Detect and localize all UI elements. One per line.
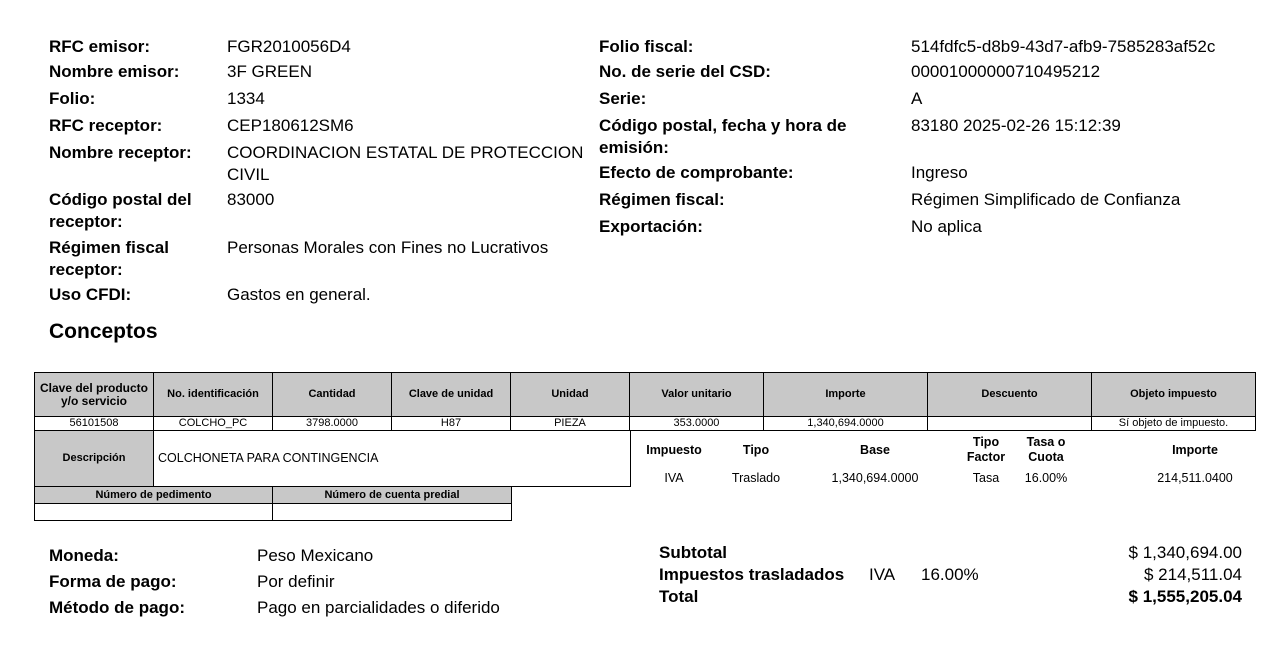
conceptos-title: Conceptos: [49, 320, 158, 343]
folio-label: Folio:: [49, 89, 96, 108]
imp-cell-impuesto: IVA: [664, 471, 684, 485]
metodo-pago-value: Pago en parcialidades o diferido: [257, 598, 500, 617]
conceptos-table: [34, 372, 1256, 431]
descripcion-table: [34, 430, 631, 487]
uso-cfdi-label: Uso CFDI:: [49, 285, 132, 304]
regimen-fiscal-label: Régimen fiscal:: [599, 190, 725, 209]
imp-header-impuesto: Impuesto: [646, 443, 702, 457]
header-descuento: Descuento: [928, 373, 1092, 417]
cell-importe: 1,340,694.0000: [764, 417, 928, 431]
pedimento-label: Número de pedimento: [35, 487, 273, 504]
imp-cell-tasa: 16.00%: [1024, 471, 1068, 485]
regimen-receptor-label: Régimen fiscal receptor:: [49, 238, 169, 279]
subtotal-value: $ 1,340,694.00: [1128, 543, 1242, 562]
efecto-label: Efecto de comprobante:: [599, 163, 794, 182]
subtotal-label: Subtotal: [659, 543, 727, 562]
cell-clave-unidad: H87: [392, 417, 511, 431]
pedimento-table: [34, 486, 512, 521]
nombre-emisor-label: Nombre emisor:: [49, 62, 180, 81]
metodo-pago-label: Método de pago:: [49, 598, 185, 617]
exportacion-value: No aplica: [911, 217, 982, 236]
header-objeto-impuesto: Objeto impuesto: [1092, 373, 1256, 417]
cell-no-identificacion: COLCHO_PC: [154, 417, 273, 431]
efecto-value: Ingreso: [911, 163, 968, 182]
descripcion-value: COLCHONETA PARA CONTINGENCIA: [154, 431, 631, 487]
cp-fecha-label: Código postal, fecha y hora de emisión:: [599, 116, 847, 157]
cell-valor-unitario: 353.0000: [630, 417, 764, 431]
imp-cell-tipo: Traslado: [731, 471, 781, 485]
header-unidad: Unidad: [511, 373, 630, 417]
header-clave-producto: Clave del producto y/o servicio: [35, 373, 154, 417]
imp-header-tipo-factor: Tipo Factor: [966, 435, 1006, 464]
predial-value: [273, 504, 512, 521]
impuestos-tax-rate: 16.00%: [921, 565, 979, 584]
conceptos-header-row: [35, 373, 1256, 417]
cell-descuento: [928, 417, 1092, 431]
impuestos-value: $ 214,511.04: [1144, 565, 1242, 584]
cell-clave-producto: 56101508: [35, 417, 154, 431]
cp-receptor-label: Código postal del receptor:: [49, 190, 192, 231]
rfc-emisor-label: RFC emisor:: [49, 37, 151, 56]
imp-header-tipo: Tipo: [742, 443, 770, 457]
exportacion-label: Exportación:: [599, 217, 703, 236]
imp-cell-tipo-factor: Tasa: [972, 471, 1000, 485]
folio-fiscal-label: Folio fiscal:: [599, 37, 694, 56]
header-valor-unitario: Valor unitario: [630, 373, 764, 417]
folio-fiscal-value: 514fdfc5-d8b9-43d7-afb9-7585283af52c: [911, 37, 1216, 56]
cell-unidad: PIEZA: [511, 417, 630, 431]
serie-csd-label: No. de serie del CSD:: [599, 62, 771, 81]
rfc-receptor-label: RFC receptor:: [49, 116, 163, 135]
imp-header-importe: Importe: [1172, 443, 1218, 457]
serie-label: Serie:: [599, 89, 647, 108]
regimen-receptor-value: Personas Morales con Fines no Lucrativos: [227, 238, 549, 257]
table-row: [35, 417, 1256, 431]
pedimento-value: [35, 504, 273, 521]
rfc-receptor-value: CEP180612SM6: [227, 116, 354, 135]
imp-header-tasa: Tasa o Cuota: [1026, 435, 1066, 464]
header-cantidad: Cantidad: [273, 373, 392, 417]
header-clave-unidad: Clave de unidad: [392, 373, 511, 417]
cell-cantidad: 3798.0000: [273, 417, 392, 431]
impuestos-trasladados-label: Impuestos trasladados: [659, 565, 845, 584]
cp-receptor-value: 83000: [227, 190, 275, 209]
cell-objeto-impuesto: Sí objeto de impuesto.: [1092, 417, 1256, 431]
uso-cfdi-value: Gastos en general.: [227, 285, 371, 304]
predial-label: Número de cuenta predial: [273, 487, 512, 504]
header-no-identificacion: No. identificación: [154, 373, 273, 417]
impuestos-tax-name: IVA: [869, 565, 896, 584]
imp-cell-base: 1,340,694.0000: [831, 471, 919, 485]
total-label: Total: [659, 587, 699, 606]
imp-header-base: Base: [860, 443, 890, 457]
moneda-label: Moneda:: [49, 546, 119, 565]
forma-pago-value: Por definir: [257, 572, 335, 591]
serie-value: A: [911, 89, 923, 108]
header-importe: Importe: [764, 373, 928, 417]
total-value: $ 1,555,205.04: [1128, 587, 1242, 606]
moneda-value: Peso Mexicano: [257, 546, 374, 565]
nombre-receptor-label: Nombre receptor:: [49, 143, 192, 162]
imp-cell-importe: 214,511.0400: [1157, 471, 1233, 485]
folio-value: 1334: [227, 89, 265, 108]
nombre-emisor-value: 3F GREEN: [227, 62, 313, 81]
nombre-receptor-value: COORDINACION ESTATAL DE PROTECCION CIVIL: [227, 143, 584, 184]
regimen-fiscal-value: Régimen Simplificado de Confianza: [911, 190, 1181, 209]
forma-pago-label: Forma de pago:: [49, 572, 177, 591]
serie-csd-value: 00001000000710495212: [911, 62, 1101, 81]
rfc-emisor-value: FGR2010056D4: [227, 37, 351, 56]
cp-fecha-value: 83180 2025-02-26 15:12:39: [911, 116, 1121, 135]
descripcion-label: Descripción: [35, 431, 154, 487]
